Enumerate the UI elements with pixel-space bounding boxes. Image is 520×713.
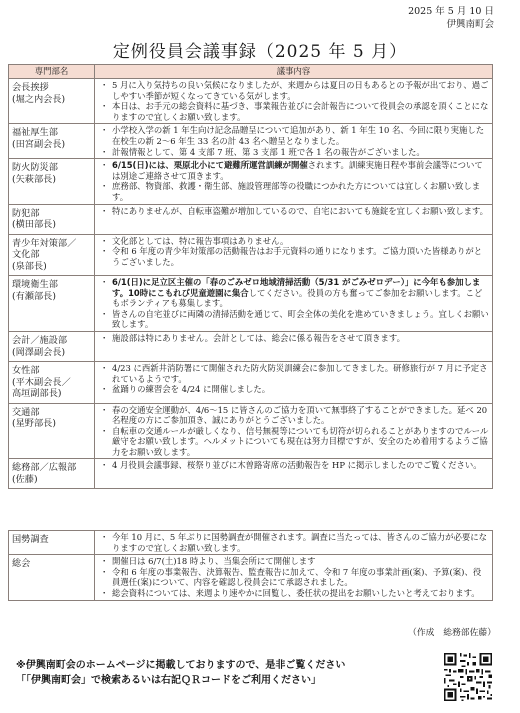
dept-name-line: (矢萩部長) xyxy=(12,173,56,185)
content-list xyxy=(98,125,489,157)
content-list xyxy=(98,556,489,598)
minutes-table-body xyxy=(9,79,493,489)
content-cell xyxy=(95,276,493,332)
dept-cell xyxy=(9,234,95,276)
document-date: 2025 年 5 月 10 日 xyxy=(408,6,494,17)
content-cell xyxy=(95,234,493,276)
dept-name-line: 会計／施設部 xyxy=(12,335,68,346)
content-cell xyxy=(95,555,493,600)
dept-name-line: 福祉厚生部 xyxy=(12,127,58,139)
footer-line-1: ※伊興南町会のホームページに掲載しておりますので、是非ご覧ください xyxy=(16,660,346,671)
footer-line-2: 「「伊興南町会」で検索あるいは右記ＱＲコードをご利用ください」 xyxy=(16,675,321,686)
content-list xyxy=(98,206,489,217)
content-item: ・ 施設部は特にありません。会計としては、総会に係る報告をさせて頂きます。 xyxy=(112,333,489,344)
content-item: ・ 令和 6 年度の青少年対策部の活動報告はお手元資料の通りになります。ご協力頂いた皆様ありがとうございました。 xyxy=(112,246,489,267)
content-list xyxy=(98,405,489,458)
footer-notice xyxy=(16,658,345,688)
dept-name-line: 国勢調査 xyxy=(12,534,49,545)
table-row xyxy=(9,332,493,362)
table-row xyxy=(9,79,493,124)
content-item: ・ 計報情報として、第 4 支部 7 班、第 3 支部 1 班で各 1 名の報告がございました。 xyxy=(112,147,489,158)
dept-name-line: 青少年対策部／ xyxy=(12,237,77,249)
dept-name-line: (堀之内会長) xyxy=(12,93,66,105)
content-cell xyxy=(95,332,493,362)
dept-name-line: 総会 xyxy=(12,558,31,570)
content-item: ・ 庶務部、物資部、救護・衛生部、施設管理部等の役職につかれた方については宜しくお願い致します。 xyxy=(112,181,489,202)
content-item: ・ 自転車の交通ルールが厳しくなり、信号無視等についても切符が切られることがありますのでルール厳守をお願い致します。ヘルメットについても現在は努力目標ですが、安全のため着用するようご協力をお願い致します。 xyxy=(112,426,489,458)
minutes-table xyxy=(8,64,493,489)
content-item: ・ 盆踊りの練習会を 4/24 に開催しました。 xyxy=(112,384,489,395)
content-cell xyxy=(95,403,493,459)
content-cell xyxy=(95,362,493,404)
dept-cell xyxy=(9,403,95,459)
content-cell xyxy=(95,79,493,124)
content-item: ・ 皆さんの自宅並びに両隣の清掃活動を通じて、町会全体の美化を進めていきましょう。宜しくお願い致します。 xyxy=(112,309,489,330)
content-list xyxy=(98,460,489,471)
content-item: ・ 6/15(日)には、栗原北小にて避難所運営訓練が開催されます。訓練実施日程や事前会議等については別途ご連絡させて頂きます。 xyxy=(112,160,489,181)
dept-cell xyxy=(9,204,95,234)
content-list xyxy=(98,277,489,330)
content-item: ・ 特にありませんが、自転車盗難が増加しているので、自宅においても施錠を宜しくお願い致します。 xyxy=(112,206,489,217)
content-list xyxy=(98,80,489,122)
other-items-table xyxy=(8,530,493,601)
table-row xyxy=(9,234,493,276)
dept-name-line: (横田部長) xyxy=(12,219,56,231)
dept-cell xyxy=(9,459,95,489)
dept-name-line: (星野部長) xyxy=(12,418,56,429)
dept-cell xyxy=(9,124,95,159)
table-row xyxy=(9,459,493,489)
content-item: ・ 開催日は 6/7(土)18 時より、当集会所にて開催します xyxy=(112,556,489,567)
content-list xyxy=(98,236,489,268)
content-list xyxy=(98,160,489,202)
dept-cell xyxy=(9,555,95,600)
dept-name-line: (有瀬部長) xyxy=(12,290,56,302)
content-item: ・ 文化部としては、特に報告事項はありません。 xyxy=(112,236,489,247)
dept-name-line: 防犯部 xyxy=(12,207,40,219)
dept-name-line: 文化部 xyxy=(12,249,40,261)
column-header-dept: 専門部名 xyxy=(9,65,95,79)
table-row xyxy=(9,362,493,404)
content-item: ・ 4/23 に西新井消防署にて開催された防火防災訓練会に参加してきました。研修旅行が 7 月に予定されているようです。 xyxy=(112,363,489,384)
content-cell xyxy=(95,159,493,204)
table-row xyxy=(9,403,493,459)
table-row xyxy=(9,159,493,204)
table-row xyxy=(9,531,493,555)
content-cell xyxy=(95,204,493,234)
dept-name-line: (泉部長) xyxy=(12,260,47,272)
content-item: ・ 総会資料については、来週より速やかに回覧し、委任状の提出をお願いしたいと考えております。 xyxy=(112,588,489,599)
dept-cell xyxy=(9,362,95,404)
dept-name-line: 会長挨拶 xyxy=(12,82,49,93)
page-title: 定例役員会議事録（2025 年 5 月） xyxy=(112,42,408,62)
dept-name-line: (田宮副会長) xyxy=(12,138,66,150)
author-credit: （作成 総務部佐藤） xyxy=(408,628,496,638)
dept-cell xyxy=(9,159,95,204)
dept-cell xyxy=(9,276,95,332)
content-item: ・ 本日は、お手元の総会資料に基づき、事業報告並びに会計報告について役員会の承認を頂くことになりますので宜しくお願い致します。 xyxy=(112,101,489,122)
document-date-block xyxy=(408,5,494,31)
content-item: ・ 今年 10 月に、5 年ぶりに国勢調査が開催されます。調査に当たっては、皆さんのご協力が必要になりますので宜しくお願い致します。 xyxy=(112,532,489,553)
table-row xyxy=(9,276,493,332)
content-cell xyxy=(95,124,493,159)
content-item: ・ 4 月役員会議事録、桜祭り並びに木曽路寄席の活動報告を HP に掲示しましたのでご覧ください。 xyxy=(112,460,489,471)
dept-cell xyxy=(9,332,95,362)
content-item: ・ 6/1(日)に足立区主催の「春のごみゼロ地域清掃活動（5/31 がごみゼロデー）」に今年も参加します。10時にこもれび児童遊園に集合してください。役員の方も奮ってご参加をお願いします。こどもボランティアも募集します。 xyxy=(112,277,489,309)
table-row xyxy=(9,124,493,159)
column-header-content: 議事内容 xyxy=(95,65,493,79)
content-cell xyxy=(95,531,493,555)
dept-name-line: 防火防災部 xyxy=(12,162,58,174)
dept-name-line: 総務部／広報部 xyxy=(12,462,77,474)
qr-code-icon[interactable] xyxy=(442,651,494,703)
content-item: ・ 春の交通安全運動が、4/6～15 に皆さんのご協力を頂いて無事終了することができました。延べ 20 名程度の方にご参加頂き、誠にありがとうございました。 xyxy=(112,405,489,426)
dept-name-line: (佐藤) xyxy=(12,473,38,485)
dept-name-line: 女性部 xyxy=(12,365,40,376)
dept-name-line: 環境衛生部 xyxy=(12,279,58,291)
dept-cell xyxy=(9,79,95,124)
dept-cell xyxy=(9,531,95,555)
table-row xyxy=(9,555,493,600)
dept-name-line: (岡澤副会長) xyxy=(12,346,66,358)
content-list xyxy=(98,532,489,553)
organization-name: 伊興南町会 xyxy=(446,19,494,30)
content-item: ・ 小学校入学の新 1 年生向け記念品贈呈について追加があり、新 1 年生 10 名、今回に限り実施した在校生の新 2～6 年生 33 名の計 43 名へ贈呈となりました。 xyxy=(112,125,489,146)
other-items-body xyxy=(9,531,493,601)
content-cell xyxy=(95,459,493,489)
content-list xyxy=(98,363,489,395)
dept-name-line: (平木副会長／ xyxy=(12,376,71,388)
table-row xyxy=(9,204,493,234)
content-item: ・ 5 月に入り気持ちの良い気候になりましたが、来週からは夏日の日もあるとの予報が出ており、過ごしやすい季節が短くなってきている気がします。 xyxy=(112,80,489,101)
content-item: ・ 令和 6 年度の事業報告、決算報告、監査報告に加えて、令和 7 年度の事業計画(案)、予算(案)、役員選任(案)について、内容を確認し役員会にて承認されました。 xyxy=(112,567,489,588)
table-header-row xyxy=(9,65,493,79)
dept-name-line: 高垣副部長) xyxy=(12,388,62,399)
dept-name-line: 交通部 xyxy=(12,406,40,418)
content-list xyxy=(98,333,489,344)
